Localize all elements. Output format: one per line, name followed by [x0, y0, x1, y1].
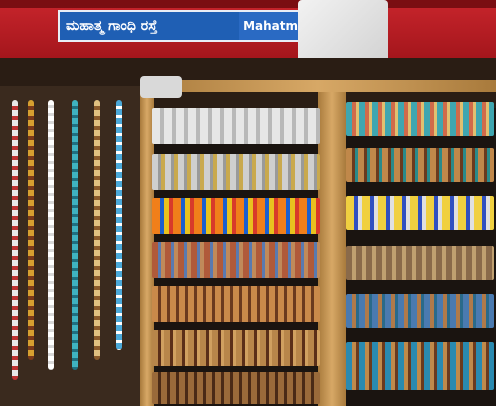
frame-top-beam: [140, 80, 496, 92]
bangle-row-bronze: [152, 286, 320, 322]
display-hook: [140, 76, 182, 98]
bead-string: [12, 100, 18, 380]
bangle-row-right-2: [346, 148, 494, 182]
bangle-row-mixed: [152, 242, 320, 278]
bead-string: [116, 100, 122, 350]
bead-string: [72, 100, 78, 370]
bead-string: [28, 100, 34, 360]
bangle-row-copper: [152, 330, 320, 366]
bangle-row-silver: [152, 108, 320, 144]
bangle-row-colorful: [152, 198, 320, 234]
bangle-row-right-5: [346, 294, 494, 328]
bead-string: [48, 100, 54, 370]
bangle-row-right-6: [346, 342, 494, 390]
sign-english-text: Mahatm: [239, 12, 302, 40]
awning-edge: [0, 0, 496, 8]
bangle-row-right-3: [346, 196, 494, 230]
street-signboard: [58, 10, 304, 42]
bangle-row-bottom: [152, 372, 320, 404]
bangle-row-silver-gold: [152, 154, 320, 190]
sign-kannada-text: ಮಹಾತ್ಮ ಗಾಂಧಿ ರಸ್ತೆ: [66, 18, 158, 34]
bangle-row-right-4: [346, 246, 494, 280]
bead-string: [94, 100, 100, 360]
bangle-row-right-1: [346, 102, 494, 136]
frame-post-middle: [318, 82, 346, 406]
